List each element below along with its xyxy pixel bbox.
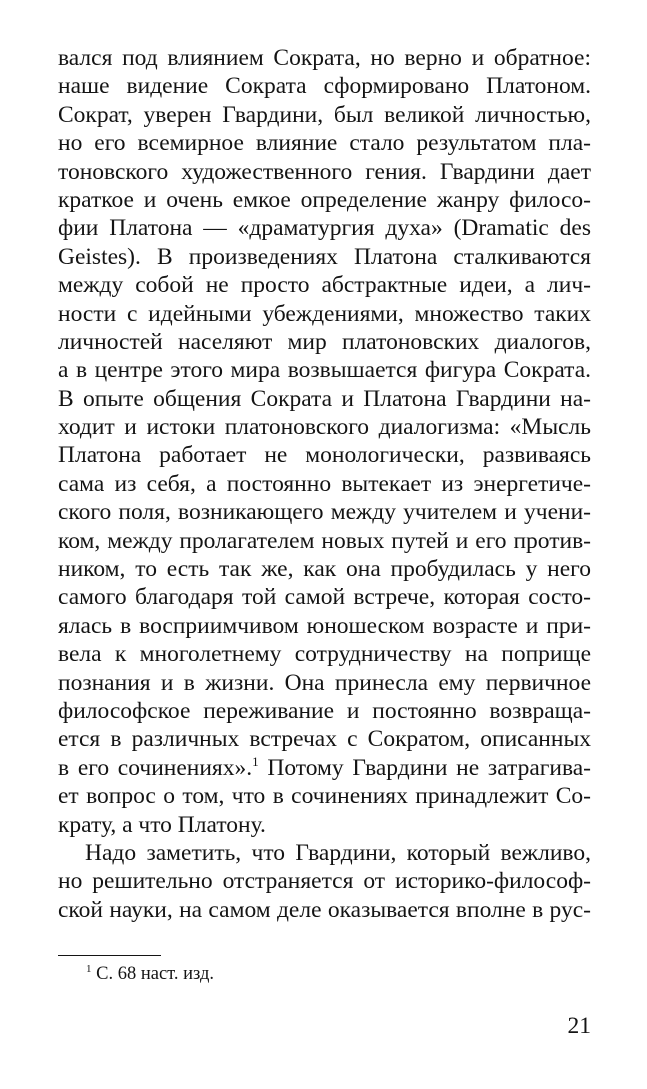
text-line: ется в различных встречах с Сократом, описанных: [58, 726, 591, 753]
text-line: Сократ, уверен Гвардини, был великой личностью,: [58, 101, 591, 128]
text-line: личностей населяют мир платоновских диалогов,: [58, 328, 591, 355]
text-line: крату, а что Платону.: [58, 811, 266, 838]
text-line: Geistes). В произведениях Платона сталкиваются: [58, 243, 591, 270]
footnote-reference[interactable]: 1: [252, 753, 259, 769]
paragraph-1: [58, 44, 591, 839]
text-line: ности с идейными убеждениями, множество таких: [58, 300, 591, 327]
text-line: самого благодаря той самой встрече, которая состо-: [58, 584, 591, 611]
text-segment: Потому Гвардини не затрагива-: [258, 754, 592, 781]
text-line: философское переживание и постоянно возвраща-: [58, 697, 591, 724]
footnote-divider: [58, 955, 161, 956]
text-line: ходит и истоки платоновского диалогизма: «Мысль: [58, 414, 591, 441]
text-line: ником, то есть так же, как она пробудилась у него: [58, 556, 591, 583]
text-line: сама из себя, а постоянно вытекает из энергетиче-: [58, 470, 591, 497]
text-line: В опыте общения Сократа и Платона Гвардини на-: [58, 385, 591, 412]
page-number: 21: [567, 1013, 591, 1039]
text-line: познания и в жизни. Она принесла ему первичное: [58, 669, 591, 696]
text-line: но решительно отстраняется от историко-философ-: [58, 868, 591, 895]
text-line: между собой не просто абстрактные идеи, а лич-: [58, 272, 591, 299]
text-line: тоновского художественного гения. Гвардини дает: [58, 158, 591, 185]
text-line: Платона работает не монологически, развиваясь: [58, 442, 591, 469]
text-line: фии Платона — «драматургия духа» (Dramatic des: [58, 215, 591, 242]
body-text: [58, 44, 591, 924]
paragraph-2: [58, 839, 591, 924]
footnote: [86, 962, 214, 986]
text-line: вела к многолетнему сотрудничеству на поприще: [58, 641, 591, 668]
footnote-number: 1: [86, 963, 92, 975]
text-line: ского поля, возникающего между учителем и учени-: [58, 499, 591, 526]
text-line: ялась в восприимчивом юношеском возрасте и при-: [58, 612, 591, 639]
text-line-with-footnote-ref: [58, 754, 591, 782]
text-line: но его всемирное влияние стало результатом пла-: [58, 130, 591, 157]
text-line: а в центре этого мира возвышается фигура Сократа.: [58, 357, 591, 384]
text-line: ет вопрос о том, что в сочинениях принадлежит Со-: [58, 783, 591, 810]
text-line: краткое и очень емкое определение жанру филосо-: [58, 186, 591, 213]
text-line: наше видение Сократа сформировано Платоном.: [58, 73, 591, 100]
text-line: Надо заметить, что Гвардини, который вежливо,: [85, 839, 591, 866]
text-line: ской науки, на самом деле оказывается вполне в рус-: [58, 896, 591, 923]
text-line: ком, между пролагателем новых путей и его против-: [58, 527, 591, 554]
footnote-text: С. 68 наст. изд.: [91, 964, 215, 984]
text-line: вался под влиянием Сократа, но верно и обратное:: [58, 45, 591, 71]
text-segment: в его сочинениях».: [58, 754, 253, 781]
